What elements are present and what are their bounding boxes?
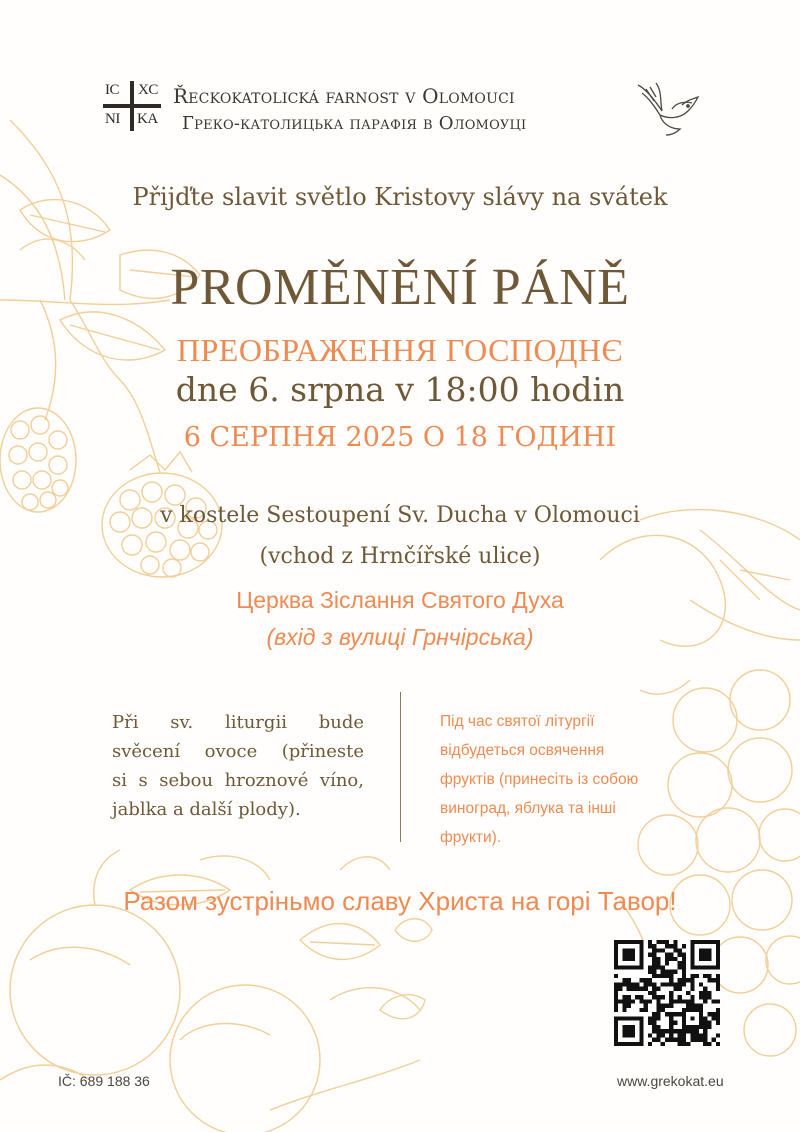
dove-icon [636, 79, 700, 137]
feast-title-czech: PROMĚNĚNÍ PÁNĚ [170, 259, 630, 316]
column-divider [400, 692, 401, 842]
note-line: фруктів (принесіть із собою [440, 771, 639, 788]
note-line: Při sv. liturgii bude [112, 712, 364, 733]
note-line: jablka a další plody). [112, 799, 301, 820]
qr-code-icon[interactable] [614, 940, 720, 1046]
note-line: si s sebou hroznové víno, [112, 770, 364, 791]
church-name-czech: v kostele Sestoupení Sv. Ducha v Olomouci [160, 503, 640, 528]
logo-letters-ni: NI [105, 111, 120, 127]
note-line: відбудеться освячення [440, 742, 605, 759]
website-link[interactable]: www.grekokat.eu [617, 1073, 724, 1089]
entrance-czech: (vchod z Hrnčířské ulice) [259, 544, 541, 569]
logo-letters-ic: IC [105, 82, 119, 98]
blessing-note-ukrainian [440, 707, 730, 852]
date-ukrainian: 6 СЕРПНЯ 2025 О 18 ГОДИНІ [183, 422, 617, 453]
note-line: фрукти). [440, 829, 502, 846]
note-line: виноград, яблука та інші [440, 800, 616, 817]
parish-name-czech: Řeckokatolická farnost v Olomouci [173, 84, 515, 108]
note-line: Під час святої літургії [440, 713, 595, 730]
slogan-ukrainian: Разом зустріньмо славу Христа на горі Тавор! [123, 886, 677, 916]
feast-title-ukrainian: ПРЕОБРАЖЕННЯ ГОСПОДНЄ [176, 332, 624, 368]
parish-name-ukrainian: Греко-католицька парафія в Оломоуці [182, 113, 527, 134]
invitation-intro: Přijďte slavit světlo Kristovy slávy na svátek [132, 183, 668, 211]
date-czech: dne 6. srpna v 18:00 hodin [175, 370, 625, 409]
logo-letters-xc: XC [138, 82, 158, 98]
entrance-ukrainian: (вхід з вулиці Грнчірська) [266, 624, 534, 650]
blessing-note-czech [112, 708, 364, 824]
church-name-ukrainian: Церква Зіслання Святого Духа [236, 587, 564, 613]
icxc-nika-cross-icon [103, 81, 161, 131]
company-id-number: IČ: 689 188 36 [58, 1073, 150, 1089]
note-line: svěcení ovoce (přineste [112, 741, 364, 762]
logo-letters-ka: KA [137, 111, 158, 127]
